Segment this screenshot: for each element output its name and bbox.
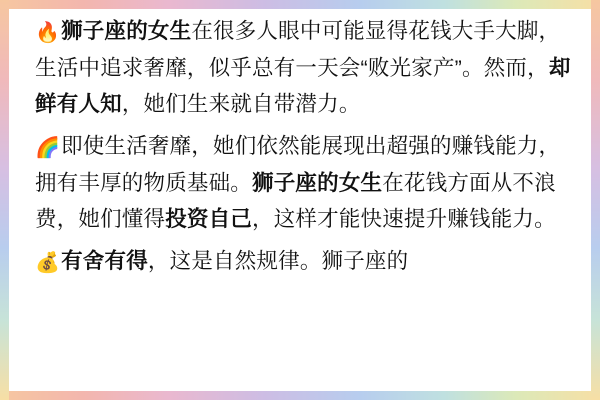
decorative-right-border <box>591 0 600 400</box>
paragraph-1-run-3: 却鲜有人知 <box>35 56 571 116</box>
paragraph-3 <box>35 243 571 280</box>
paragraph-2-run-1: 即使生活奢靡，她们依然能展现出超强的赚钱能力，拥有丰厚的物质基础。 <box>35 134 561 195</box>
decorative-left-border <box>0 0 9 400</box>
rainbow-icon: 🌈 <box>35 135 61 159</box>
decorative-bottom-border <box>0 391 600 400</box>
paragraph-1-run-1: 狮子座的女生 <box>61 19 192 43</box>
paragraph-2-run-3: 在花钱方面从不浪费，她们懂得 <box>35 171 556 231</box>
document-inner-frame <box>9 9 591 391</box>
paragraph-2-run-4: 投资自己 <box>165 207 253 231</box>
paragraph-1 <box>35 13 571 122</box>
fire-icon: 🔥 <box>35 20 61 44</box>
paragraph-2 <box>35 128 571 237</box>
decorative-top-border <box>0 0 600 9</box>
paragraph-2-run-2: 狮子座的女生 <box>252 171 383 195</box>
paragraph-1-run-2: 在很多人眼中可能显得花钱大手大脚，生活中追求奢靡，似乎总有一天会“败光家产”。然而， <box>35 19 561 80</box>
paragraph-2-run-5: ，这样才能快速提升赚钱能力。 <box>252 207 556 231</box>
paragraph-3-run-1: 有舍有得 <box>61 249 148 273</box>
money-bag-icon: 💰 <box>35 250 61 274</box>
paragraph-1-run-4: ，她们生来就自带潜力。 <box>121 92 361 116</box>
article-body <box>35 13 571 387</box>
paragraph-3-run-2: ，这是自然规律。狮子座的 <box>147 249 409 273</box>
